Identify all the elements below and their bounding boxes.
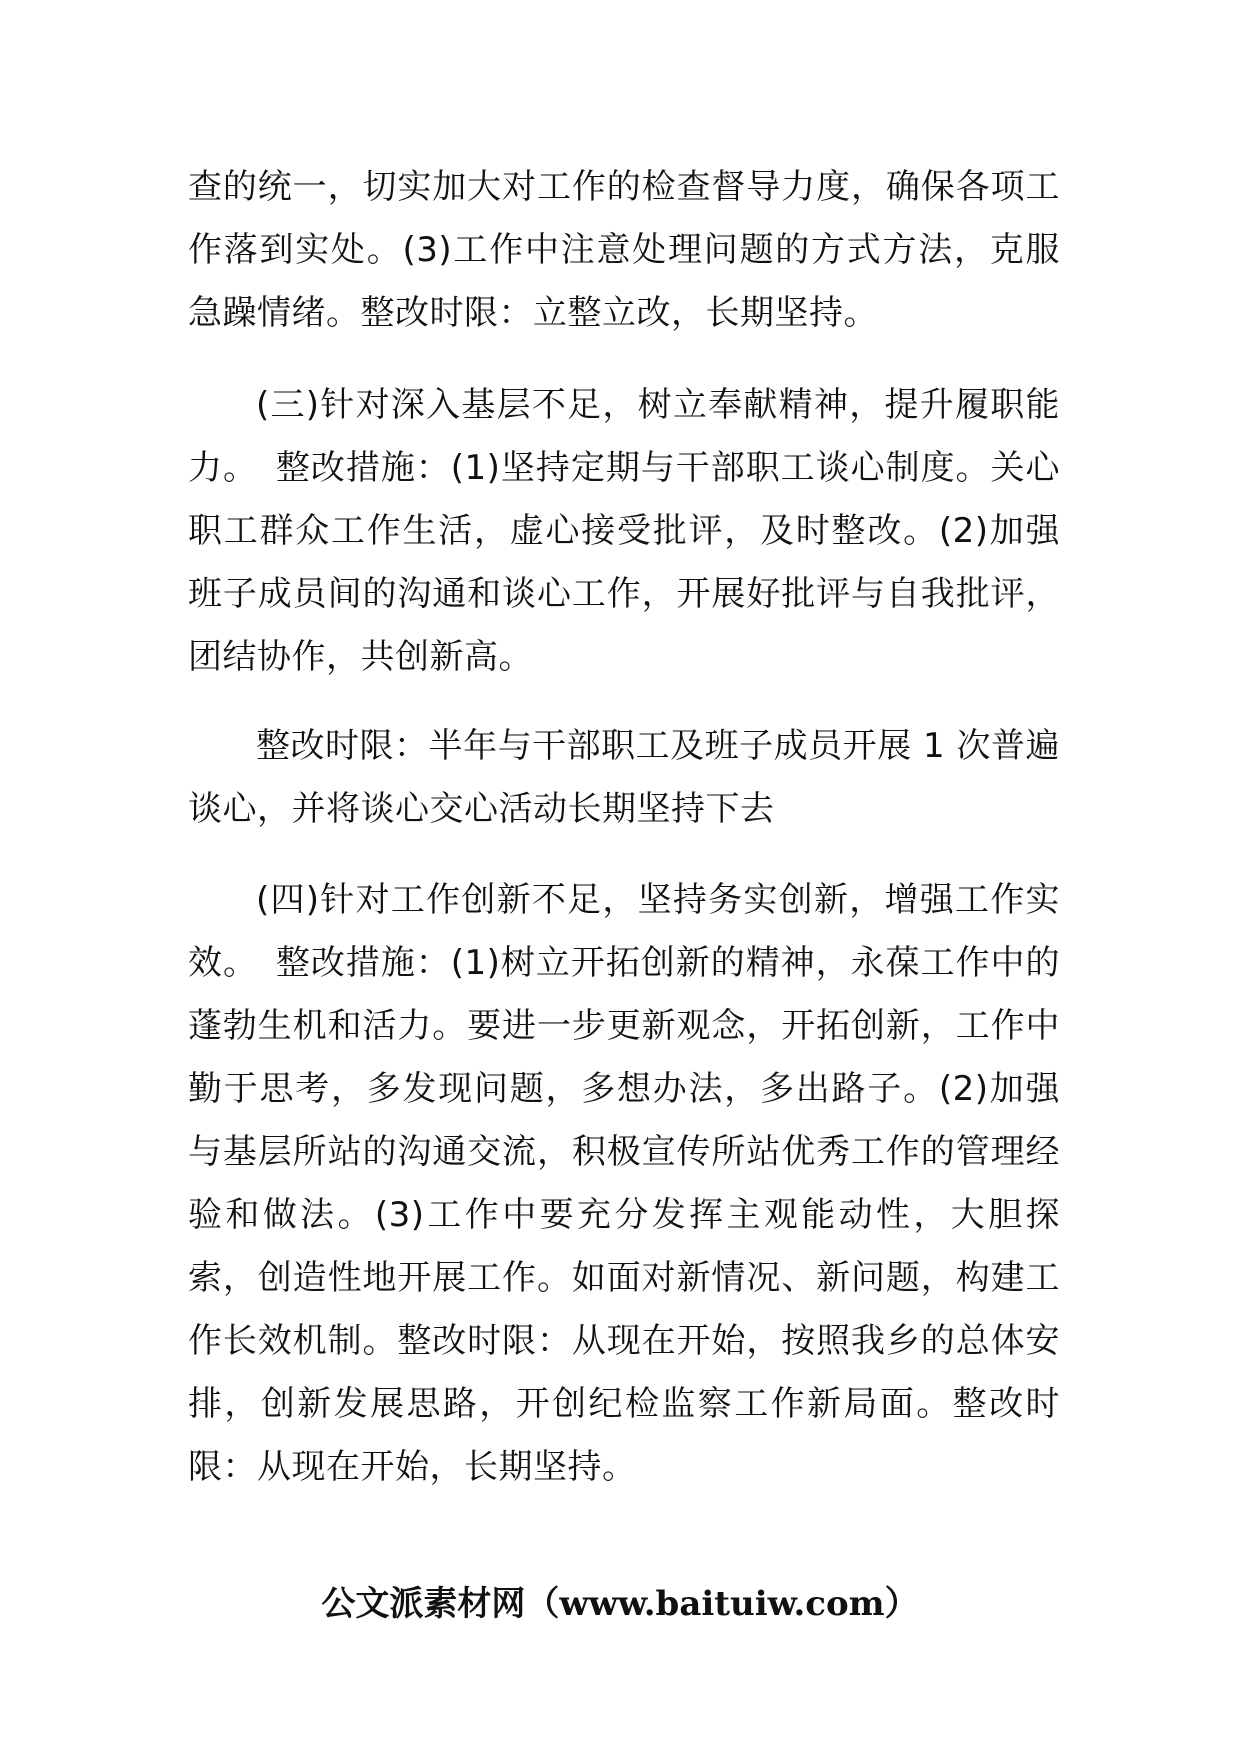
footer-site-name: 公文派素材网 [321,1584,526,1624]
paragraph-section-three: (三)针对深入基层不足，树立奉献精神，提升履职能力。 整改措施：(1)坚持定期与干部职工谈心制度。关心职工群众工作生活，虚心接受批评，及时整改。(2)加强班子成员间的沟通和谈心工作，开展好批评与自我批评，团结协作，共创新高。 [188,385,1060,677]
paragraph-section-four: (四)针对工作创新不足，坚持务实创新，增强工作实效。 整改措施：(1)树立开拓创新的精神，永葆工作中的蓬勃生机和活力。要进一步更新观念，开拓创新，工作中勤于思考，多发现问题，多想办法，多出路子。(2)加强与基层所站的沟通交流，积极宣传所站优秀工作的管理经验和做法。(3)工作中要充分发挥主观能动性，大胆探索，创造性地开展工作。如面对新情况、新问题，构建工作长效机制。整改时限：从现在开始，按照我乡的总体安排，创新发展思路，开创纪检监察工作新局面。整改时限：从现在开始，长期坚持。 [188,880,1060,1487]
paragraph-deadline: 整改时限：半年与干部职工及班子成员开展 1 次普遍谈心，并将谈心交心活动长期坚持下去 [188,726,1060,829]
footer-url: www.baituiw.com [559,1584,885,1624]
footer-watermark [0,1582,1240,1626]
paragraph-continuation: 查的统一，切实加大对工作的检查督导力度，确保各项工作落到实处。(3)工作中注意处理问题的方式方法，克服急躁情绪。整改时限：立整立改，长期坚持。 [188,167,1060,333]
document-body [188,156,1060,1499]
footer-paren-close: ） [884,1584,919,1624]
footer-paren-open: （ [525,1584,560,1624]
